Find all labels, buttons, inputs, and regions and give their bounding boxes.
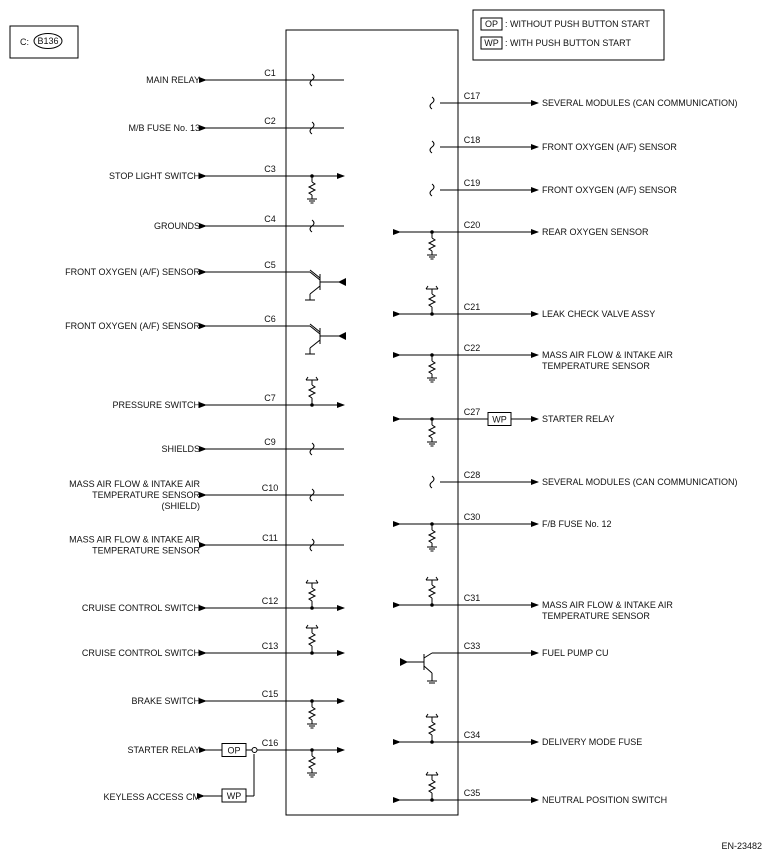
left-pin-label: STARTER RELAY (127, 745, 200, 755)
resistor-icon (429, 585, 435, 598)
left-pins (65, 68, 346, 777)
pin-number: C19 (463, 178, 481, 188)
right-pin-c19 (430, 178, 677, 196)
right-pin-c17 (430, 91, 738, 109)
resistor-icon (429, 294, 435, 307)
left-pin-c7 (112, 377, 344, 410)
resistor-icon (429, 238, 435, 251)
left-pin-label: FRONT OXYGEN (A/F) SENSOR (65, 267, 200, 277)
left-pin-c12 (82, 580, 344, 613)
connector-prefix: C: (20, 37, 29, 47)
right-pin-label: STARTER RELAY (542, 414, 615, 424)
right-pin-label: F/B FUSE No. 12 (542, 519, 612, 529)
left-pin-label: GROUNDS (153, 221, 200, 231)
right-pin-c21 (400, 286, 655, 319)
left-pin-label: MAIN RELAY (146, 75, 200, 85)
resistor-icon (309, 707, 315, 720)
pin-number: C33 (463, 641, 481, 651)
pin-number: C10 (261, 483, 279, 493)
pin-number: C31 (463, 593, 481, 603)
left-pin-c1 (146, 68, 344, 86)
left-pin-c3 (109, 164, 344, 203)
left-pin-c5 (65, 260, 346, 300)
wp-tag-label: WP (492, 414, 507, 425)
pin-number: C18 (463, 135, 481, 145)
pin-number: C27 (463, 407, 481, 417)
right-pin-label: SEVERAL MODULES (CAN COMMUNICATION) (542, 98, 738, 108)
left-pin-label: FRONT OXYGEN (A/F) SENSOR (65, 321, 200, 331)
pin-number: C17 (463, 91, 481, 101)
left-pin-label: SHIELDS (161, 444, 200, 454)
left-pin-label: PRESSURE SWITCH (112, 400, 200, 410)
pin-number: C6 (264, 314, 276, 324)
right-pin-label: TEMPERATURE SENSOR (542, 361, 650, 371)
wire-junction (252, 748, 257, 753)
right-pin-c18 (430, 135, 677, 153)
right-pin-label: FRONT OXYGEN (A/F) SENSOR (542, 185, 677, 195)
right-pins (400, 91, 738, 805)
resistor-icon (309, 385, 315, 398)
pin-number: C30 (463, 512, 481, 522)
right-pin-c22 (400, 343, 673, 382)
right-pin-label: FUEL PUMP CU (542, 648, 609, 658)
shield-break-icon (430, 141, 434, 153)
right-pin-label: FRONT OXYGEN (A/F) SENSOR (542, 142, 677, 152)
pin-number: C21 (463, 302, 481, 312)
left-pin-c16 (127, 738, 344, 777)
resistor-icon (429, 722, 435, 735)
right-pin-label: NEUTRAL POSITION SWITCH (542, 795, 668, 805)
right-pin-c34 (400, 714, 642, 747)
pin-number: C16 (261, 738, 279, 748)
pin-number: C2 (264, 116, 276, 126)
left-pin-c9 (161, 437, 344, 455)
right-pin-c20 (400, 220, 649, 259)
shield-break-icon (430, 184, 434, 196)
keyless-access-cm-label: KEYLESS ACCESS CM (103, 792, 200, 802)
pin-number: C3 (264, 164, 276, 174)
legend-wp-text: : WITH PUSH BUTTON START (505, 38, 632, 48)
left-pin-label: BRAKE SWITCH (131, 696, 200, 706)
figure-code: EN-23482 (721, 841, 762, 851)
right-pin-label: TEMPERATURE SENSOR (542, 611, 650, 621)
right-pin-c30 (400, 512, 612, 551)
right-pin-label: MASS AIR FLOW & INTAKE AIR (542, 350, 673, 360)
shield-break-icon (430, 97, 434, 109)
connector-id: B136 (37, 36, 59, 46)
right-pin-c28 (430, 470, 738, 488)
left-pin-label: (SHIELD) (161, 501, 200, 511)
pin-number: C34 (463, 730, 481, 740)
pin-number: C15 (261, 689, 279, 699)
pin-number: C28 (463, 470, 481, 480)
left-pin-c15 (131, 689, 344, 728)
left-pin-label: TEMPERATURE SENSOR (92, 490, 200, 500)
left-pin-c10 (69, 479, 344, 511)
resistor-icon (429, 780, 435, 793)
right-pin-label: LEAK CHECK VALVE ASSY (542, 309, 656, 319)
pin-number: C9 (264, 437, 276, 447)
resistor-icon (309, 756, 315, 769)
right-pin-c33 (400, 641, 609, 683)
shield-break-icon (430, 476, 434, 488)
left-pin-label: MASS AIR FLOW & INTAKE AIR (69, 479, 200, 489)
left-pin-c2 (128, 116, 344, 134)
pin-number: C11 (262, 533, 278, 543)
right-pin-c27 (400, 407, 615, 446)
left-pin-label: STOP LIGHT SWITCH (108, 171, 200, 181)
left-pin-label: CRUISE CONTROL SWITCH (81, 648, 200, 658)
legend-op-text: : WITHOUT PUSH BUTTON START (505, 19, 650, 29)
legend-wp-tag: WP (484, 38, 499, 48)
right-pin-label: MASS AIR FLOW & INTAKE AIR (542, 600, 673, 610)
pin-number: C20 (463, 220, 481, 230)
pin-number: C7 (264, 393, 276, 403)
resistor-icon (309, 588, 315, 601)
connector-reference (10, 26, 78, 58)
op-tag-label: OP (227, 745, 241, 756)
resistor-icon (309, 182, 315, 195)
right-pin-c31 (400, 577, 673, 621)
left-pin-c13 (82, 625, 344, 658)
left-pin-label: TEMPERATURE SENSOR (92, 545, 200, 556)
pin-number: C4 (264, 214, 276, 224)
right-pin-label: REAR OXYGEN SENSOR (542, 227, 649, 237)
left-pin-label: M/B FUSE No. 13 (128, 123, 200, 133)
resistor-icon (429, 361, 435, 374)
pin-number: C1 (264, 68, 276, 78)
pin-number: C12 (261, 596, 279, 606)
keyless-wp-tag: WP (226, 791, 242, 801)
resistor-icon (429, 425, 435, 438)
left-pin-c6 (65, 314, 346, 354)
pin-number: C35 (463, 788, 481, 798)
resistor-icon (309, 633, 315, 646)
pin-number: C13 (261, 641, 279, 651)
left-pin-label: MASS AIR FLOW & INTAKE AIR (69, 534, 200, 545)
keyless-access-cm-connection (103, 754, 254, 802)
left-pin-c4 (154, 214, 344, 232)
right-pin-label: SEVERAL MODULES (CAN COMMUNICATION) (542, 477, 738, 487)
left-pin-c11 (69, 533, 344, 556)
pin-number: C5 (264, 260, 276, 270)
right-pin-c35 (400, 772, 667, 805)
resistor-icon (429, 530, 435, 543)
pin-number: C22 (463, 343, 481, 353)
left-pin-label: CRUISE CONTROL SWITCH (81, 603, 200, 613)
right-pin-label: DELIVERY MODE FUSE (542, 737, 643, 747)
legend (473, 10, 664, 60)
legend-op-tag: OP (484, 19, 499, 29)
